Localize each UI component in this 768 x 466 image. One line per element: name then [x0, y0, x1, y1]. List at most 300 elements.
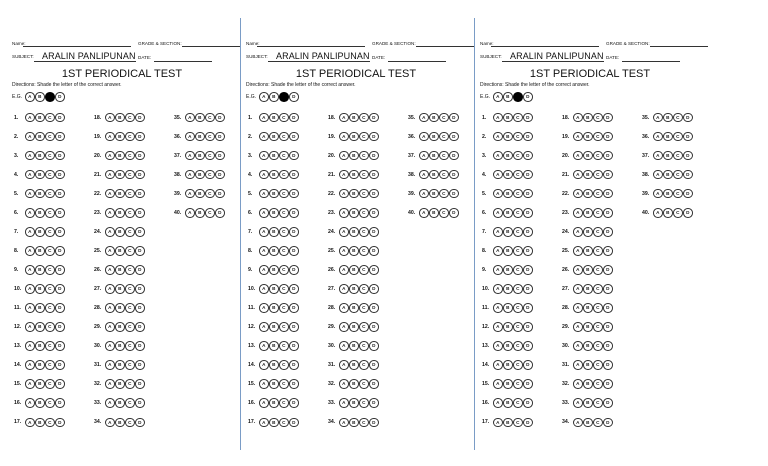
question-bubble-c[interactable]: C: [279, 360, 289, 370]
question-bubble-c[interactable]: C: [45, 208, 55, 218]
question-bubble-a[interactable]: A: [105, 265, 115, 275]
question-bubble-b[interactable]: B: [269, 418, 279, 428]
question-bubble-b[interactable]: B: [503, 170, 513, 180]
question-bubble-b[interactable]: B: [195, 113, 205, 123]
example-bubble-d[interactable]: D: [289, 92, 299, 102]
question-bubble-c[interactable]: C: [205, 132, 215, 142]
question-bubble-a[interactable]: A: [339, 227, 349, 237]
question-bubble-d[interactable]: D: [289, 208, 299, 218]
question-bubble-c[interactable]: C: [279, 303, 289, 313]
question-bubble-b[interactable]: B: [115, 284, 125, 294]
question-bubble-c[interactable]: C: [205, 208, 215, 218]
question-bubble-b[interactable]: B: [583, 398, 593, 408]
example-bubble-b[interactable]: B: [269, 92, 279, 102]
question-bubble-a[interactable]: A: [105, 246, 115, 256]
question-bubble-b[interactable]: B: [503, 398, 513, 408]
question-bubble-c[interactable]: C: [359, 265, 369, 275]
example-bubble-a[interactable]: A: [25, 92, 35, 102]
question-bubble-d[interactable]: D: [135, 227, 145, 237]
question-bubble-d[interactable]: D: [135, 170, 145, 180]
question-bubble-d[interactable]: D: [55, 360, 65, 370]
question-bubble-d[interactable]: D: [289, 284, 299, 294]
question-bubble-d[interactable]: D: [523, 246, 533, 256]
question-bubble-c[interactable]: C: [279, 398, 289, 408]
question-bubble-a[interactable]: A: [185, 208, 195, 218]
question-bubble-b[interactable]: B: [195, 189, 205, 199]
question-bubble-d[interactable]: D: [449, 189, 459, 199]
question-bubble-d[interactable]: D: [55, 227, 65, 237]
question-bubble-d[interactable]: D: [55, 189, 65, 199]
question-bubble-a[interactable]: A: [185, 151, 195, 161]
question-bubble-a[interactable]: A: [573, 189, 583, 199]
question-bubble-c[interactable]: C: [45, 398, 55, 408]
question-bubble-d[interactable]: D: [523, 341, 533, 351]
question-bubble-b[interactable]: B: [349, 398, 359, 408]
question-bubble-b[interactable]: B: [35, 132, 45, 142]
question-bubble-c[interactable]: C: [279, 322, 289, 332]
question-bubble-d[interactable]: D: [369, 398, 379, 408]
example-bubble-c[interactable]: C: [45, 92, 55, 102]
question-bubble-a[interactable]: A: [25, 303, 35, 313]
question-bubble-d[interactable]: D: [683, 208, 693, 218]
question-bubble-d[interactable]: D: [289, 322, 299, 332]
question-bubble-c[interactable]: C: [513, 379, 523, 389]
question-bubble-b[interactable]: B: [35, 303, 45, 313]
question-bubble-d[interactable]: D: [603, 132, 613, 142]
question-bubble-b[interactable]: B: [429, 113, 439, 123]
question-bubble-b[interactable]: B: [583, 208, 593, 218]
question-bubble-b[interactable]: B: [349, 170, 359, 180]
question-bubble-c[interactable]: C: [45, 265, 55, 275]
question-bubble-d[interactable]: D: [55, 341, 65, 351]
question-bubble-a[interactable]: A: [259, 379, 269, 389]
question-bubble-c[interactable]: C: [45, 284, 55, 294]
question-bubble-a[interactable]: A: [573, 284, 583, 294]
question-bubble-a[interactable]: A: [259, 132, 269, 142]
question-bubble-a[interactable]: A: [185, 132, 195, 142]
question-bubble-d[interactable]: D: [135, 189, 145, 199]
question-bubble-b[interactable]: B: [349, 322, 359, 332]
question-bubble-c[interactable]: C: [45, 379, 55, 389]
question-bubble-a[interactable]: A: [25, 379, 35, 389]
question-bubble-a[interactable]: A: [25, 360, 35, 370]
question-bubble-b[interactable]: B: [35, 265, 45, 275]
question-bubble-b[interactable]: B: [115, 227, 125, 237]
question-bubble-c[interactable]: C: [45, 418, 55, 428]
question-bubble-d[interactable]: D: [135, 246, 145, 256]
question-bubble-a[interactable]: A: [259, 265, 269, 275]
question-bubble-a[interactable]: A: [339, 418, 349, 428]
question-bubble-c[interactable]: C: [593, 227, 603, 237]
question-bubble-b[interactable]: B: [349, 246, 359, 256]
question-bubble-b[interactable]: B: [35, 398, 45, 408]
question-bubble-d[interactable]: D: [369, 208, 379, 218]
question-bubble-a[interactable]: A: [105, 132, 115, 142]
question-bubble-b[interactable]: B: [115, 189, 125, 199]
question-bubble-d[interactable]: D: [289, 189, 299, 199]
question-bubble-c[interactable]: C: [513, 265, 523, 275]
question-bubble-d[interactable]: D: [683, 151, 693, 161]
question-bubble-a[interactable]: A: [419, 132, 429, 142]
question-bubble-a[interactable]: A: [339, 170, 349, 180]
question-bubble-c[interactable]: C: [279, 246, 289, 256]
name-field[interactable]: [257, 46, 365, 47]
question-bubble-d[interactable]: D: [55, 246, 65, 256]
question-bubble-d[interactable]: D: [369, 360, 379, 370]
question-bubble-a[interactable]: A: [25, 170, 35, 180]
question-bubble-b[interactable]: B: [195, 132, 205, 142]
question-bubble-a[interactable]: A: [653, 113, 663, 123]
question-bubble-b[interactable]: B: [349, 360, 359, 370]
question-bubble-d[interactable]: D: [135, 113, 145, 123]
question-bubble-d[interactable]: D: [369, 418, 379, 428]
question-bubble-d[interactable]: D: [55, 208, 65, 218]
question-bubble-c[interactable]: C: [125, 418, 135, 428]
question-bubble-a[interactable]: A: [259, 418, 269, 428]
question-bubble-d[interactable]: D: [603, 284, 613, 294]
question-bubble-b[interactable]: B: [269, 360, 279, 370]
question-bubble-d[interactable]: D: [683, 170, 693, 180]
question-bubble-d[interactable]: D: [449, 208, 459, 218]
question-bubble-c[interactable]: C: [45, 360, 55, 370]
question-bubble-a[interactable]: A: [419, 208, 429, 218]
question-bubble-b[interactable]: B: [349, 379, 359, 389]
question-bubble-d[interactable]: D: [369, 132, 379, 142]
question-bubble-a[interactable]: A: [25, 151, 35, 161]
date-field[interactable]: [154, 61, 212, 62]
question-bubble-c[interactable]: C: [45, 341, 55, 351]
question-bubble-d[interactable]: D: [135, 379, 145, 389]
question-bubble-a[interactable]: A: [493, 303, 503, 313]
question-bubble-b[interactable]: B: [115, 398, 125, 408]
question-bubble-a[interactable]: A: [259, 284, 269, 294]
question-bubble-b[interactable]: B: [583, 360, 593, 370]
example-bubble-c[interactable]: C: [513, 92, 523, 102]
question-bubble-a[interactable]: A: [105, 170, 115, 180]
question-bubble-b[interactable]: B: [503, 246, 513, 256]
question-bubble-c[interactable]: C: [279, 151, 289, 161]
question-bubble-a[interactable]: A: [419, 170, 429, 180]
question-bubble-a[interactable]: A: [573, 170, 583, 180]
question-bubble-d[interactable]: D: [289, 170, 299, 180]
question-bubble-b[interactable]: B: [349, 113, 359, 123]
question-bubble-b[interactable]: B: [115, 208, 125, 218]
question-bubble-a[interactable]: A: [259, 360, 269, 370]
question-bubble-c[interactable]: C: [359, 360, 369, 370]
question-bubble-c[interactable]: C: [359, 398, 369, 408]
question-bubble-b[interactable]: B: [269, 322, 279, 332]
question-bubble-b[interactable]: B: [269, 170, 279, 180]
question-bubble-a[interactable]: A: [573, 151, 583, 161]
question-bubble-d[interactable]: D: [289, 360, 299, 370]
question-bubble-c[interactable]: C: [359, 341, 369, 351]
question-bubble-a[interactable]: A: [25, 189, 35, 199]
question-bubble-a[interactable]: A: [259, 208, 269, 218]
question-bubble-b[interactable]: B: [115, 341, 125, 351]
question-bubble-a[interactable]: A: [493, 360, 503, 370]
question-bubble-c[interactable]: C: [513, 398, 523, 408]
question-bubble-b[interactable]: B: [35, 208, 45, 218]
question-bubble-a[interactable]: A: [493, 151, 503, 161]
question-bubble-d[interactable]: D: [449, 170, 459, 180]
question-bubble-d[interactable]: D: [449, 151, 459, 161]
question-bubble-d[interactable]: D: [215, 113, 225, 123]
question-bubble-d[interactable]: D: [603, 360, 613, 370]
question-bubble-c[interactable]: C: [673, 113, 683, 123]
question-bubble-b[interactable]: B: [503, 360, 513, 370]
question-bubble-b[interactable]: B: [35, 151, 45, 161]
question-bubble-c[interactable]: C: [593, 208, 603, 218]
question-bubble-b[interactable]: B: [503, 418, 513, 428]
question-bubble-d[interactable]: D: [523, 360, 533, 370]
question-bubble-b[interactable]: B: [663, 170, 673, 180]
question-bubble-d[interactable]: D: [523, 189, 533, 199]
question-bubble-c[interactable]: C: [279, 208, 289, 218]
question-bubble-a[interactable]: A: [493, 265, 503, 275]
question-bubble-d[interactable]: D: [289, 132, 299, 142]
question-bubble-b[interactable]: B: [269, 113, 279, 123]
question-bubble-b[interactable]: B: [583, 227, 593, 237]
question-bubble-d[interactable]: D: [55, 322, 65, 332]
question-bubble-d[interactable]: D: [55, 418, 65, 428]
question-bubble-c[interactable]: C: [439, 151, 449, 161]
question-bubble-a[interactable]: A: [573, 418, 583, 428]
question-bubble-a[interactable]: A: [339, 303, 349, 313]
question-bubble-c[interactable]: C: [125, 227, 135, 237]
question-bubble-b[interactable]: B: [349, 418, 359, 428]
date-field[interactable]: [388, 61, 446, 62]
question-bubble-d[interactable]: D: [289, 227, 299, 237]
question-bubble-b[interactable]: B: [583, 265, 593, 275]
question-bubble-c[interactable]: C: [125, 132, 135, 142]
question-bubble-d[interactable]: D: [523, 284, 533, 294]
question-bubble-d[interactable]: D: [523, 227, 533, 237]
question-bubble-a[interactable]: A: [185, 189, 195, 199]
question-bubble-d[interactable]: D: [289, 113, 299, 123]
question-bubble-c[interactable]: C: [45, 246, 55, 256]
question-bubble-b[interactable]: B: [349, 151, 359, 161]
question-bubble-b[interactable]: B: [269, 265, 279, 275]
question-bubble-b[interactable]: B: [349, 341, 359, 351]
example-bubble-d[interactable]: D: [523, 92, 533, 102]
question-bubble-b[interactable]: B: [503, 132, 513, 142]
question-bubble-b[interactable]: B: [429, 189, 439, 199]
question-bubble-c[interactable]: C: [45, 303, 55, 313]
question-bubble-a[interactable]: A: [185, 170, 195, 180]
question-bubble-b[interactable]: B: [195, 170, 205, 180]
question-bubble-a[interactable]: A: [339, 322, 349, 332]
question-bubble-a[interactable]: A: [419, 151, 429, 161]
question-bubble-d[interactable]: D: [135, 322, 145, 332]
question-bubble-d[interactable]: D: [135, 265, 145, 275]
question-bubble-c[interactable]: C: [513, 132, 523, 142]
question-bubble-d[interactable]: D: [369, 303, 379, 313]
date-field[interactable]: [622, 61, 680, 62]
question-bubble-b[interactable]: B: [35, 170, 45, 180]
question-bubble-a[interactable]: A: [493, 208, 503, 218]
question-bubble-b[interactable]: B: [663, 189, 673, 199]
grade-section-field[interactable]: [650, 46, 708, 47]
question-bubble-b[interactable]: B: [35, 189, 45, 199]
question-bubble-d[interactable]: D: [369, 379, 379, 389]
question-bubble-b[interactable]: B: [503, 379, 513, 389]
question-bubble-d[interactable]: D: [603, 418, 613, 428]
question-bubble-b[interactable]: B: [115, 418, 125, 428]
question-bubble-a[interactable]: A: [105, 227, 115, 237]
question-bubble-a[interactable]: A: [259, 151, 269, 161]
question-bubble-d[interactable]: D: [683, 189, 693, 199]
question-bubble-c[interactable]: C: [45, 132, 55, 142]
question-bubble-c[interactable]: C: [205, 189, 215, 199]
question-bubble-b[interactable]: B: [269, 246, 279, 256]
question-bubble-d[interactable]: D: [523, 170, 533, 180]
question-bubble-d[interactable]: D: [523, 322, 533, 332]
question-bubble-b[interactable]: B: [583, 246, 593, 256]
question-bubble-a[interactable]: A: [573, 246, 583, 256]
question-bubble-c[interactable]: C: [279, 170, 289, 180]
question-bubble-a[interactable]: A: [105, 151, 115, 161]
question-bubble-a[interactable]: A: [105, 322, 115, 332]
question-bubble-a[interactable]: A: [105, 113, 115, 123]
question-bubble-a[interactable]: A: [339, 208, 349, 218]
question-bubble-d[interactable]: D: [135, 398, 145, 408]
question-bubble-b[interactable]: B: [503, 303, 513, 313]
question-bubble-d[interactable]: D: [135, 151, 145, 161]
question-bubble-c[interactable]: C: [45, 113, 55, 123]
question-bubble-d[interactable]: D: [369, 265, 379, 275]
question-bubble-b[interactable]: B: [35, 341, 45, 351]
question-bubble-c[interactable]: C: [513, 151, 523, 161]
question-bubble-b[interactable]: B: [349, 303, 359, 313]
question-bubble-b[interactable]: B: [115, 151, 125, 161]
question-bubble-a[interactable]: A: [493, 341, 503, 351]
question-bubble-d[interactable]: D: [369, 341, 379, 351]
question-bubble-a[interactable]: A: [493, 132, 503, 142]
question-bubble-a[interactable]: A: [339, 284, 349, 294]
question-bubble-c[interactable]: C: [279, 379, 289, 389]
question-bubble-b[interactable]: B: [349, 132, 359, 142]
question-bubble-a[interactable]: A: [493, 322, 503, 332]
question-bubble-a[interactable]: A: [653, 208, 663, 218]
question-bubble-a[interactable]: A: [493, 189, 503, 199]
question-bubble-a[interactable]: A: [339, 246, 349, 256]
question-bubble-d[interactable]: D: [135, 284, 145, 294]
question-bubble-a[interactable]: A: [259, 227, 269, 237]
question-bubble-c[interactable]: C: [205, 170, 215, 180]
question-bubble-b[interactable]: B: [115, 303, 125, 313]
question-bubble-c[interactable]: C: [279, 227, 289, 237]
question-bubble-d[interactable]: D: [289, 303, 299, 313]
question-bubble-a[interactable]: A: [339, 360, 349, 370]
question-bubble-b[interactable]: B: [269, 132, 279, 142]
question-bubble-c[interactable]: C: [439, 208, 449, 218]
question-bubble-c[interactable]: C: [513, 341, 523, 351]
question-bubble-a[interactable]: A: [493, 379, 503, 389]
question-bubble-d[interactable]: D: [603, 322, 613, 332]
question-bubble-b[interactable]: B: [35, 379, 45, 389]
example-bubble-a[interactable]: A: [493, 92, 503, 102]
question-bubble-a[interactable]: A: [25, 113, 35, 123]
question-bubble-b[interactable]: B: [115, 379, 125, 389]
question-bubble-b[interactable]: B: [503, 227, 513, 237]
question-bubble-c[interactable]: C: [593, 360, 603, 370]
question-bubble-a[interactable]: A: [339, 265, 349, 275]
question-bubble-c[interactable]: C: [205, 151, 215, 161]
grade-section-field[interactable]: [416, 46, 474, 47]
question-bubble-a[interactable]: A: [573, 227, 583, 237]
question-bubble-d[interactable]: D: [55, 379, 65, 389]
example-bubble-c[interactable]: C: [279, 92, 289, 102]
question-bubble-d[interactable]: D: [369, 227, 379, 237]
question-bubble-a[interactable]: A: [25, 246, 35, 256]
question-bubble-c[interactable]: C: [673, 208, 683, 218]
question-bubble-d[interactable]: D: [135, 360, 145, 370]
question-bubble-b[interactable]: B: [115, 113, 125, 123]
question-bubble-d[interactable]: D: [55, 113, 65, 123]
question-bubble-c[interactable]: C: [359, 418, 369, 428]
question-bubble-c[interactable]: C: [359, 113, 369, 123]
question-bubble-a[interactable]: A: [339, 341, 349, 351]
question-bubble-c[interactable]: C: [513, 418, 523, 428]
question-bubble-b[interactable]: B: [583, 284, 593, 294]
question-bubble-d[interactable]: D: [603, 398, 613, 408]
example-bubble-d[interactable]: D: [55, 92, 65, 102]
question-bubble-d[interactable]: D: [369, 246, 379, 256]
question-bubble-c[interactable]: C: [125, 398, 135, 408]
question-bubble-d[interactable]: D: [523, 208, 533, 218]
question-bubble-a[interactable]: A: [419, 189, 429, 199]
question-bubble-c[interactable]: C: [359, 208, 369, 218]
question-bubble-b[interactable]: B: [349, 227, 359, 237]
question-bubble-b[interactable]: B: [269, 151, 279, 161]
question-bubble-c[interactable]: C: [513, 189, 523, 199]
question-bubble-c[interactable]: C: [593, 379, 603, 389]
question-bubble-b[interactable]: B: [35, 227, 45, 237]
question-bubble-c[interactable]: C: [673, 189, 683, 199]
question-bubble-c[interactable]: C: [279, 265, 289, 275]
question-bubble-c[interactable]: C: [279, 284, 289, 294]
question-bubble-c[interactable]: C: [513, 284, 523, 294]
question-bubble-a[interactable]: A: [573, 132, 583, 142]
question-bubble-a[interactable]: A: [573, 265, 583, 275]
question-bubble-d[interactable]: D: [523, 379, 533, 389]
question-bubble-b[interactable]: B: [349, 284, 359, 294]
grade-section-field[interactable]: [182, 46, 240, 47]
question-bubble-b[interactable]: B: [35, 246, 45, 256]
question-bubble-c[interactable]: C: [359, 379, 369, 389]
question-bubble-a[interactable]: A: [493, 246, 503, 256]
question-bubble-b[interactable]: B: [503, 189, 513, 199]
question-bubble-a[interactable]: A: [259, 322, 269, 332]
question-bubble-d[interactable]: D: [603, 379, 613, 389]
question-bubble-b[interactable]: B: [35, 113, 45, 123]
question-bubble-b[interactable]: B: [583, 418, 593, 428]
question-bubble-c[interactable]: C: [279, 341, 289, 351]
question-bubble-b[interactable]: B: [503, 322, 513, 332]
question-bubble-d[interactable]: D: [135, 418, 145, 428]
question-bubble-a[interactable]: A: [105, 303, 115, 313]
question-bubble-a[interactable]: A: [493, 113, 503, 123]
question-bubble-d[interactable]: D: [523, 265, 533, 275]
question-bubble-c[interactable]: C: [205, 113, 215, 123]
question-bubble-b[interactable]: B: [115, 170, 125, 180]
question-bubble-d[interactable]: D: [55, 284, 65, 294]
question-bubble-c[interactable]: C: [125, 265, 135, 275]
question-bubble-b[interactable]: B: [349, 265, 359, 275]
question-bubble-d[interactable]: D: [135, 208, 145, 218]
question-bubble-d[interactable]: D: [449, 113, 459, 123]
question-bubble-d[interactable]: D: [55, 170, 65, 180]
